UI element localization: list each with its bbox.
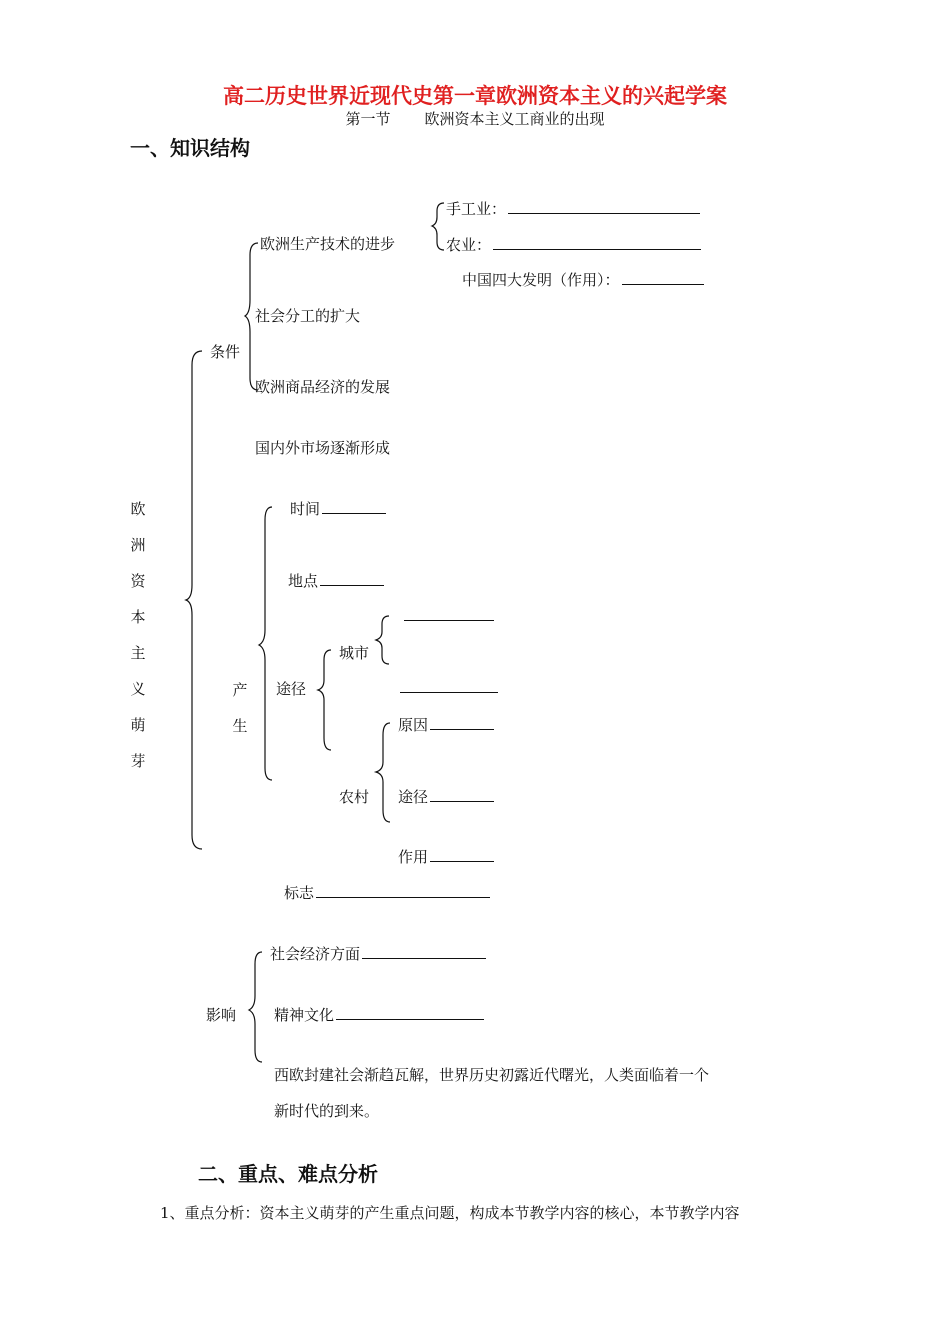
- tech-brace: [432, 203, 444, 250]
- culture-blank[interactable]: [336, 1005, 484, 1020]
- emergence-label-char: 产: [232, 681, 248, 699]
- effect-blank[interactable]: [430, 847, 494, 862]
- root-label-char: 萌: [130, 716, 146, 734]
- root-brace: [186, 351, 202, 849]
- conditions-label: 条件: [210, 343, 241, 361]
- root-label-char: 洲: [130, 536, 146, 554]
- commodity-economy-item: 欧洲商品经济的发展: [255, 378, 391, 396]
- four-inventions-blank[interactable]: [622, 270, 704, 285]
- city-label: 城市: [339, 644, 370, 662]
- four-inventions-item: 中国四大发明（作用）：: [462, 269, 704, 290]
- root-label-char: 芽: [130, 752, 146, 770]
- market-formation-item: 国内外市场逐渐形成: [255, 439, 391, 457]
- division-of-labor-item: 社会分工的扩大: [255, 307, 361, 325]
- countryside-label: 农村: [339, 788, 370, 806]
- path-brace: [318, 650, 331, 750]
- culture-item: 精神文化: [274, 1004, 484, 1025]
- handicraft-blank[interactable]: [508, 199, 700, 214]
- handicraft-item: 手工业：: [446, 198, 700, 219]
- impact-brace: [249, 952, 262, 1062]
- root-label-char: 欧: [130, 500, 146, 518]
- document-title: 高二历史世界近现代史第一章欧洲资本主义的兴起学案: [223, 84, 727, 108]
- heading-knowledge-structure: 一、知识结构: [130, 136, 250, 160]
- economy-item: 社会经济方面: [270, 943, 486, 964]
- heading-key-points: 二、重点、难点分析: [198, 1162, 378, 1186]
- city-blank-2[interactable]: [400, 678, 498, 693]
- countryside-path-blank[interactable]: [430, 787, 494, 802]
- place-item: 地点: [288, 570, 384, 591]
- section-number: 第一节: [345, 110, 391, 128]
- section-name: 欧洲资本主义工商业的出现: [424, 110, 605, 128]
- city-brace: [376, 616, 389, 664]
- sign-item: 标志: [284, 882, 490, 903]
- root-label-char: 主: [130, 644, 146, 662]
- agriculture-blank[interactable]: [493, 235, 701, 250]
- countryside-brace: [376, 723, 390, 822]
- impact-label: 影响: [206, 1006, 237, 1024]
- sign-blank[interactable]: [316, 883, 490, 898]
- countryside-path-item: 途径: [398, 786, 494, 807]
- time-blank[interactable]: [322, 499, 386, 514]
- place-blank[interactable]: [320, 571, 384, 586]
- time-item: 时间: [290, 498, 386, 519]
- city-blank-1-row: [402, 606, 494, 625]
- root-label-char: 本: [130, 608, 146, 626]
- agriculture-item: 农业：: [446, 234, 701, 255]
- root-label-char: 义: [130, 680, 146, 698]
- emergence-label-char: 生: [232, 717, 248, 735]
- city-blank-2-row: [398, 678, 498, 697]
- emergence-brace: [259, 507, 272, 780]
- tech-progress-item: 欧洲生产技术的进步: [260, 235, 396, 253]
- reason-blank[interactable]: [430, 715, 494, 730]
- root-label-char: 资: [130, 572, 146, 590]
- reason-item: 原因: [398, 714, 494, 735]
- effect-item: 作用: [398, 846, 494, 867]
- city-blank-1[interactable]: [404, 606, 494, 621]
- key-points-paragraph: 1、重点分析：资本主义萌芽的产生重点问题，构成本节教学内容的核心，本节教学内容: [160, 1204, 740, 1222]
- economy-blank[interactable]: [362, 944, 486, 959]
- conclusion-line-1: 西欧封建社会渐趋瓦解，世界历史初露近代曙光，人类面临着一个: [274, 1066, 710, 1084]
- path-label: 途径: [276, 680, 307, 698]
- conclusion-line-2: 新时代的到来。: [274, 1102, 380, 1120]
